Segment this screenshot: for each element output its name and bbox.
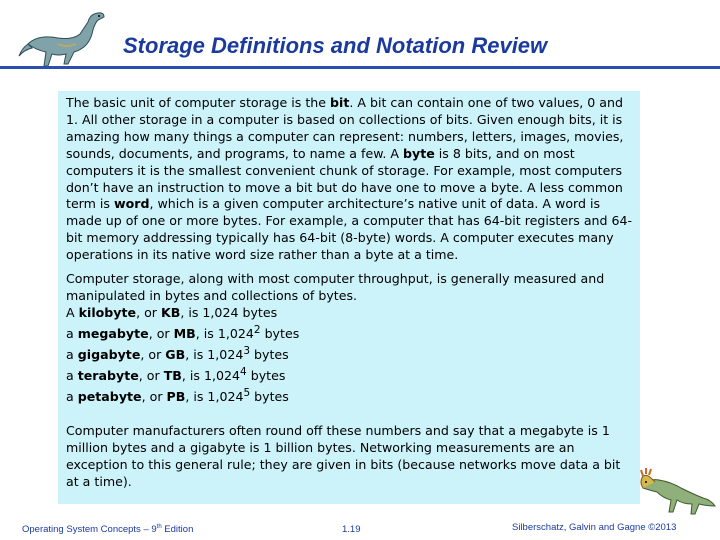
unit-petabyte: a petabyte, or PB, is 1,024$^5$ bytes (66, 387, 289, 405)
term-byte: byte (402, 145, 435, 161)
page-title: Storage Definitions and Notation Review (123, 33, 548, 58)
footer-page-number: 1.19 (342, 524, 361, 535)
term-word: word (113, 196, 150, 212)
term-bit: bit (330, 95, 350, 110)
unit-list (66, 305, 634, 406)
content-box (58, 91, 640, 504)
paragraph-bit-byte-word: The basic unit of computer storage is the bit. A bit can contain one of two values, 0 and 1. All other storage in a computer is based on collections of bits. Given enough bits, it is amazing how many things a computer can represent: numbers, letters, images, movies, sounds, documents, and programs, to name a few. A byte is 8 bits, and on most computers it is the smallest convenient chunk of storage. For example, most computers don’t have an instruction to move a bit but do have one to move a byte. A less common term is word, which is a given computer architecture’s native unit of data. A word is made up of one or more bytes. For example, a computer that has 64-bit registers and 64-bit memory addressing typically has 64-bit (8-byte) words. A computer executes many operations in its native word size rather than a byte at a time. (66, 95, 633, 263)
dinosaur-logo-icon (18, 4, 118, 70)
footer-copyright: Silberschatz, Galvin and Gagne ©2013 (512, 522, 677, 533)
unit-kilobyte: A kilobyte, or KB, is 1,024 bytes (66, 304, 278, 320)
dinosaur-corner-icon (637, 458, 717, 520)
unit-gigabyte: a gigabyte, or GB, is 1,024$^3$ bytes (66, 344, 289, 363)
paragraph-storage-units (66, 271, 634, 305)
unit-terabyte: a terabyte, or TB, is 1,024$^4$ bytes (66, 365, 286, 384)
title-divider (0, 66, 720, 69)
paragraph-rounding: Computer manufacturers often round off these numbers and say that a megabyte is 1 million bytes and a gigabyte is 1 billion bytes. Networking measurements are an exception to this general rule; they are given in bits (because networks move data a bit at a time). (66, 423, 621, 489)
storage-intro: Computer storage, along with most computer throughput, is generally measured and manipulated in bytes and collections of bytes. (66, 271, 605, 303)
unit-megabyte: a megabyte, or MB, is 1,024$^2$ bytes (66, 323, 300, 341)
footer-book-title: Operating System Concepts – 9th Edition (22, 524, 194, 536)
